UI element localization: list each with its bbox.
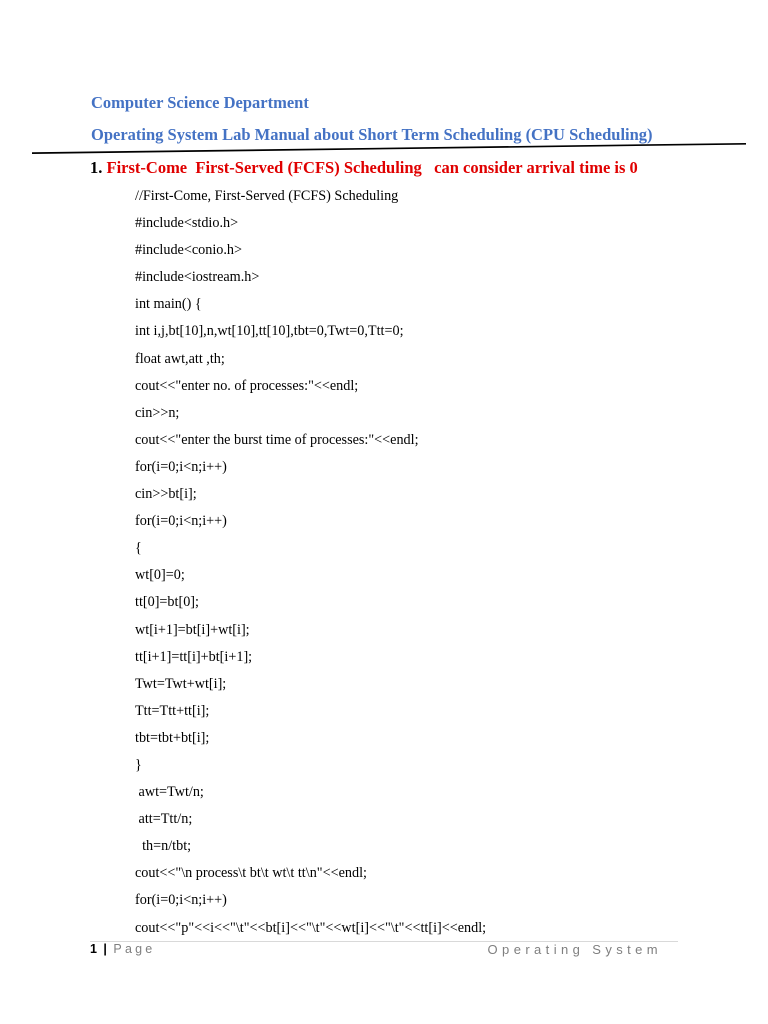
page-label: Page xyxy=(113,942,156,956)
code-line: for(i=0;i<n;i++) xyxy=(135,892,227,909)
page-footer-left xyxy=(90,942,155,956)
code-line: } xyxy=(135,756,142,773)
code-line: tt[0]=bt[0]; xyxy=(135,594,199,611)
department-heading: Computer Science Department xyxy=(91,93,309,112)
header-divider-line xyxy=(32,143,746,154)
header-divider xyxy=(32,143,746,154)
code-line: for(i=0;i<n;i++) xyxy=(135,513,227,530)
code-line: #include<stdio.h> xyxy=(135,215,239,232)
code-line: float awt,att ,th; xyxy=(135,350,225,367)
code-line: cout<<"enter the burst time of processes:"<<endl; xyxy=(135,431,419,448)
code-line: awt=Twt/n; xyxy=(135,784,204,801)
code-listing xyxy=(135,183,486,942)
code-line: int main() { xyxy=(135,296,202,313)
footer-separator: | xyxy=(98,942,114,956)
footer-running-title: Operating System xyxy=(487,942,662,957)
section-title: First-Come First-Served (FCFS) Scheduling can consider arrival time is 0 xyxy=(106,158,638,177)
code-line: th=n/tbt; xyxy=(135,838,192,855)
section-heading xyxy=(90,158,638,178)
code-line: att=Ttt/n; xyxy=(135,811,193,828)
code-line: //First-Come, First-Served (FCFS) Scheduling xyxy=(135,188,399,204)
section-number: 1. xyxy=(90,158,103,177)
code-line: #include<iostream.h> xyxy=(135,269,260,286)
code-line: cout<<"p"<<i<<"\t"<<bt[i]<<"\t"<<wt[i]<<"\t"<<tt[i]<<endl; xyxy=(135,919,487,936)
code-line: tt[i+1]=tt[i]+bt[i+1]; xyxy=(135,648,253,665)
code-line: Ttt=Ttt+tt[i]; xyxy=(135,702,210,719)
code-line: cout<<"\n process\t bt\t wt\t tt\n"<<endl; xyxy=(135,865,367,882)
code-line: cin>>bt[i]; xyxy=(135,486,197,503)
code-line: for(i=0;i<n;i++) xyxy=(135,458,227,475)
code-line: wt[0]=0; xyxy=(135,567,185,584)
code-line: #include<conio.h> xyxy=(135,242,243,259)
page-number: 1 xyxy=(90,942,99,956)
manual-subtitle: Operating System Lab Manual about Short Term Scheduling (CPU Scheduling) xyxy=(91,125,653,144)
code-line: wt[i+1]=bt[i]+wt[i]; xyxy=(135,621,250,638)
code-line: int i,j,bt[10],n,wt[10],tt[10],tbt=0,Twt=0,Ttt=0; xyxy=(135,323,404,340)
code-line: tbt=tbt+bt[i]; xyxy=(135,729,210,746)
code-line: { xyxy=(135,540,142,557)
code-line: cout<<"enter no. of processes:"<<endl; xyxy=(135,377,359,394)
code-line: Twt=Twt+wt[i]; xyxy=(135,675,227,692)
code-line: cin>>n; xyxy=(135,404,180,421)
